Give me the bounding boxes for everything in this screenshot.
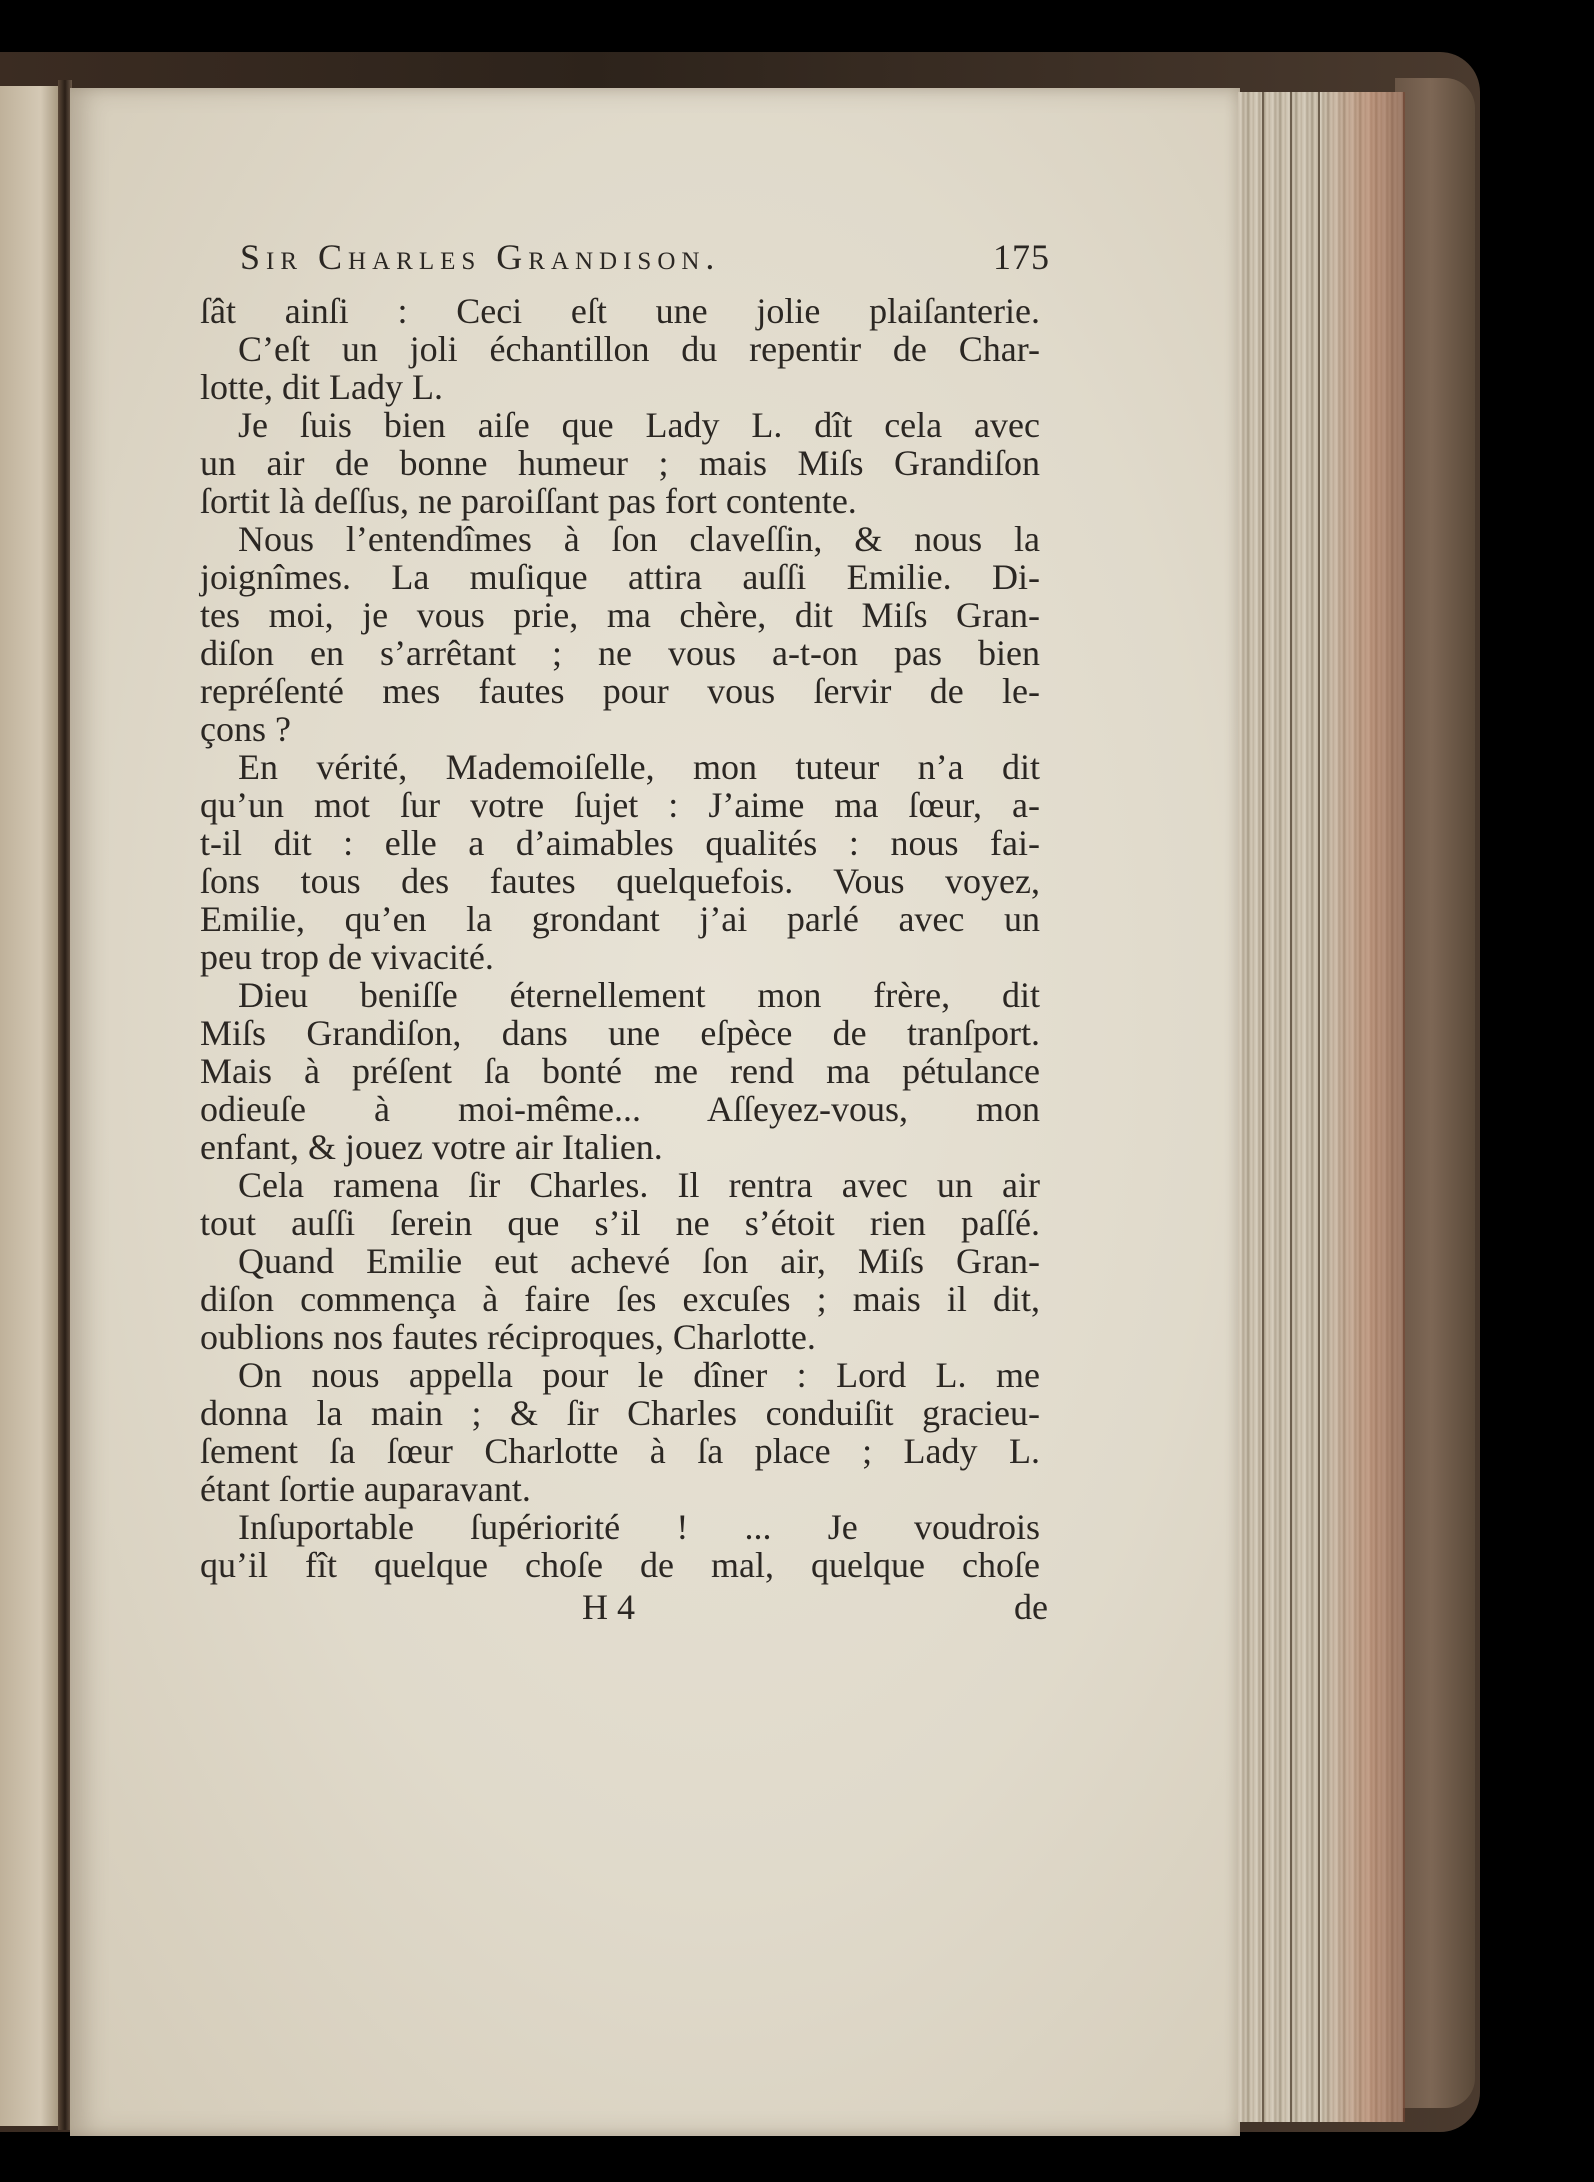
text-line: Quand Emilie eut achevé ſon air, Miſs Gran- [238,1241,1040,1281]
running-title: Sir Charles Grandison. [240,237,721,277]
fore-edge-shade [1320,92,1405,2122]
signature-mark: H 4 [582,1587,635,1627]
cover-edge [1395,78,1475,2108]
running-head [200,232,1050,292]
text-line: Mais à préſent ſa bonté me rend ma pétulance [200,1051,1040,1091]
page-text [200,232,1050,1627]
text-line: qu’un mot ſur votre ſujet : J’aime ma ſœur, a- [200,785,1040,825]
text-line: diſon commença à faire ſes excuſes ; mais il dit, [200,1279,1040,1319]
text-line: odieuſe à moi-même... Aſſeyez-vous, mon [200,1089,1040,1129]
text-line: ſement ſa ſœur Charlotte à ſa place ; Lady L. [200,1431,1040,1471]
fore-edge-line [1318,92,1320,2122]
text-line: oublions nos fautes réciproques, Charlotte. [200,1317,816,1357]
text-line: étant ſortie auparavant. [200,1469,531,1509]
facing-page-edge [0,86,58,2126]
page-number: 175 [993,237,1050,277]
text-line: Je ſuis bien aiſe que Lady L. dît cela avec [238,405,1040,445]
text-line: Emilie, qu’en la grondant j’ai parlé avec un [200,899,1040,939]
text-line: çons ? [200,709,291,749]
text-line: C’eſt un joli échantillon du repentir de Char- [238,329,1040,369]
text-line: repréſenté mes fautes pour vous ſervir de le- [200,671,1040,711]
text-line: enfant, & jouez votre air Italien. [200,1127,663,1167]
text-line: ſons tous des fautes quelquefois. Vous voyez, [200,861,1040,901]
text-line: En vérité, Mademoiſelle, mon tuteur n’a dit [238,747,1040,787]
text-line: lotte, dit Lady L. [200,367,443,407]
text-line: tout auſſi ſerein que s’il ne s’étoit rien paſſé. [200,1203,1040,1243]
text-line: Inſuportable ſupériorité ! ... Je voudrois [238,1507,1040,1547]
text-line: Cela ramena ſir Charles. Il rentra avec un air [238,1165,1040,1205]
text-line: t-il dit : elle a d’aimables qualités : nous fai- [200,823,1040,863]
text-line: Dieu beniſſe éternellement mon frère, dit [238,975,1040,1015]
text-line: donna la main ; & ſir Charles conduiſit gracieu- [200,1393,1040,1433]
text-line: diſon en s’arrêtant ; ne vous a-t-on pas bien [200,633,1040,673]
fore-edge-line [1262,92,1264,2122]
text-line: qu’il fît quelque choſe de mal, quelque choſe [200,1545,1040,1585]
text-line: peu trop de vivacité. [200,937,494,977]
text-line: Nous l’entendîmes à ſon claveſſin, & nous la [238,519,1040,559]
text-line: un air de bonne humeur ; mais Miſs Grandiſon [200,443,1040,483]
text-line: Miſs Grandiſon, dans une eſpèce de tranſport. [200,1013,1040,1053]
catchword: de [1014,1587,1048,1627]
fore-edge-line [1290,92,1292,2122]
text-line: ſortit là deſſus, ne paroiſſant pas fort contente. [200,481,857,521]
page-footer [200,1584,1048,1627]
text-line: joignîmes. La muſique attira auſſi Emilie. Di- [200,557,1040,597]
text-line: tes moi, je vous prie, ma chère, dit Miſs Gran- [200,595,1040,635]
text-line: On nous appella pour le dîner : Lord L. me [238,1355,1040,1395]
text-line: ſât ainſi : Ceci eſt une jolie plaiſanterie. [200,291,1040,331]
